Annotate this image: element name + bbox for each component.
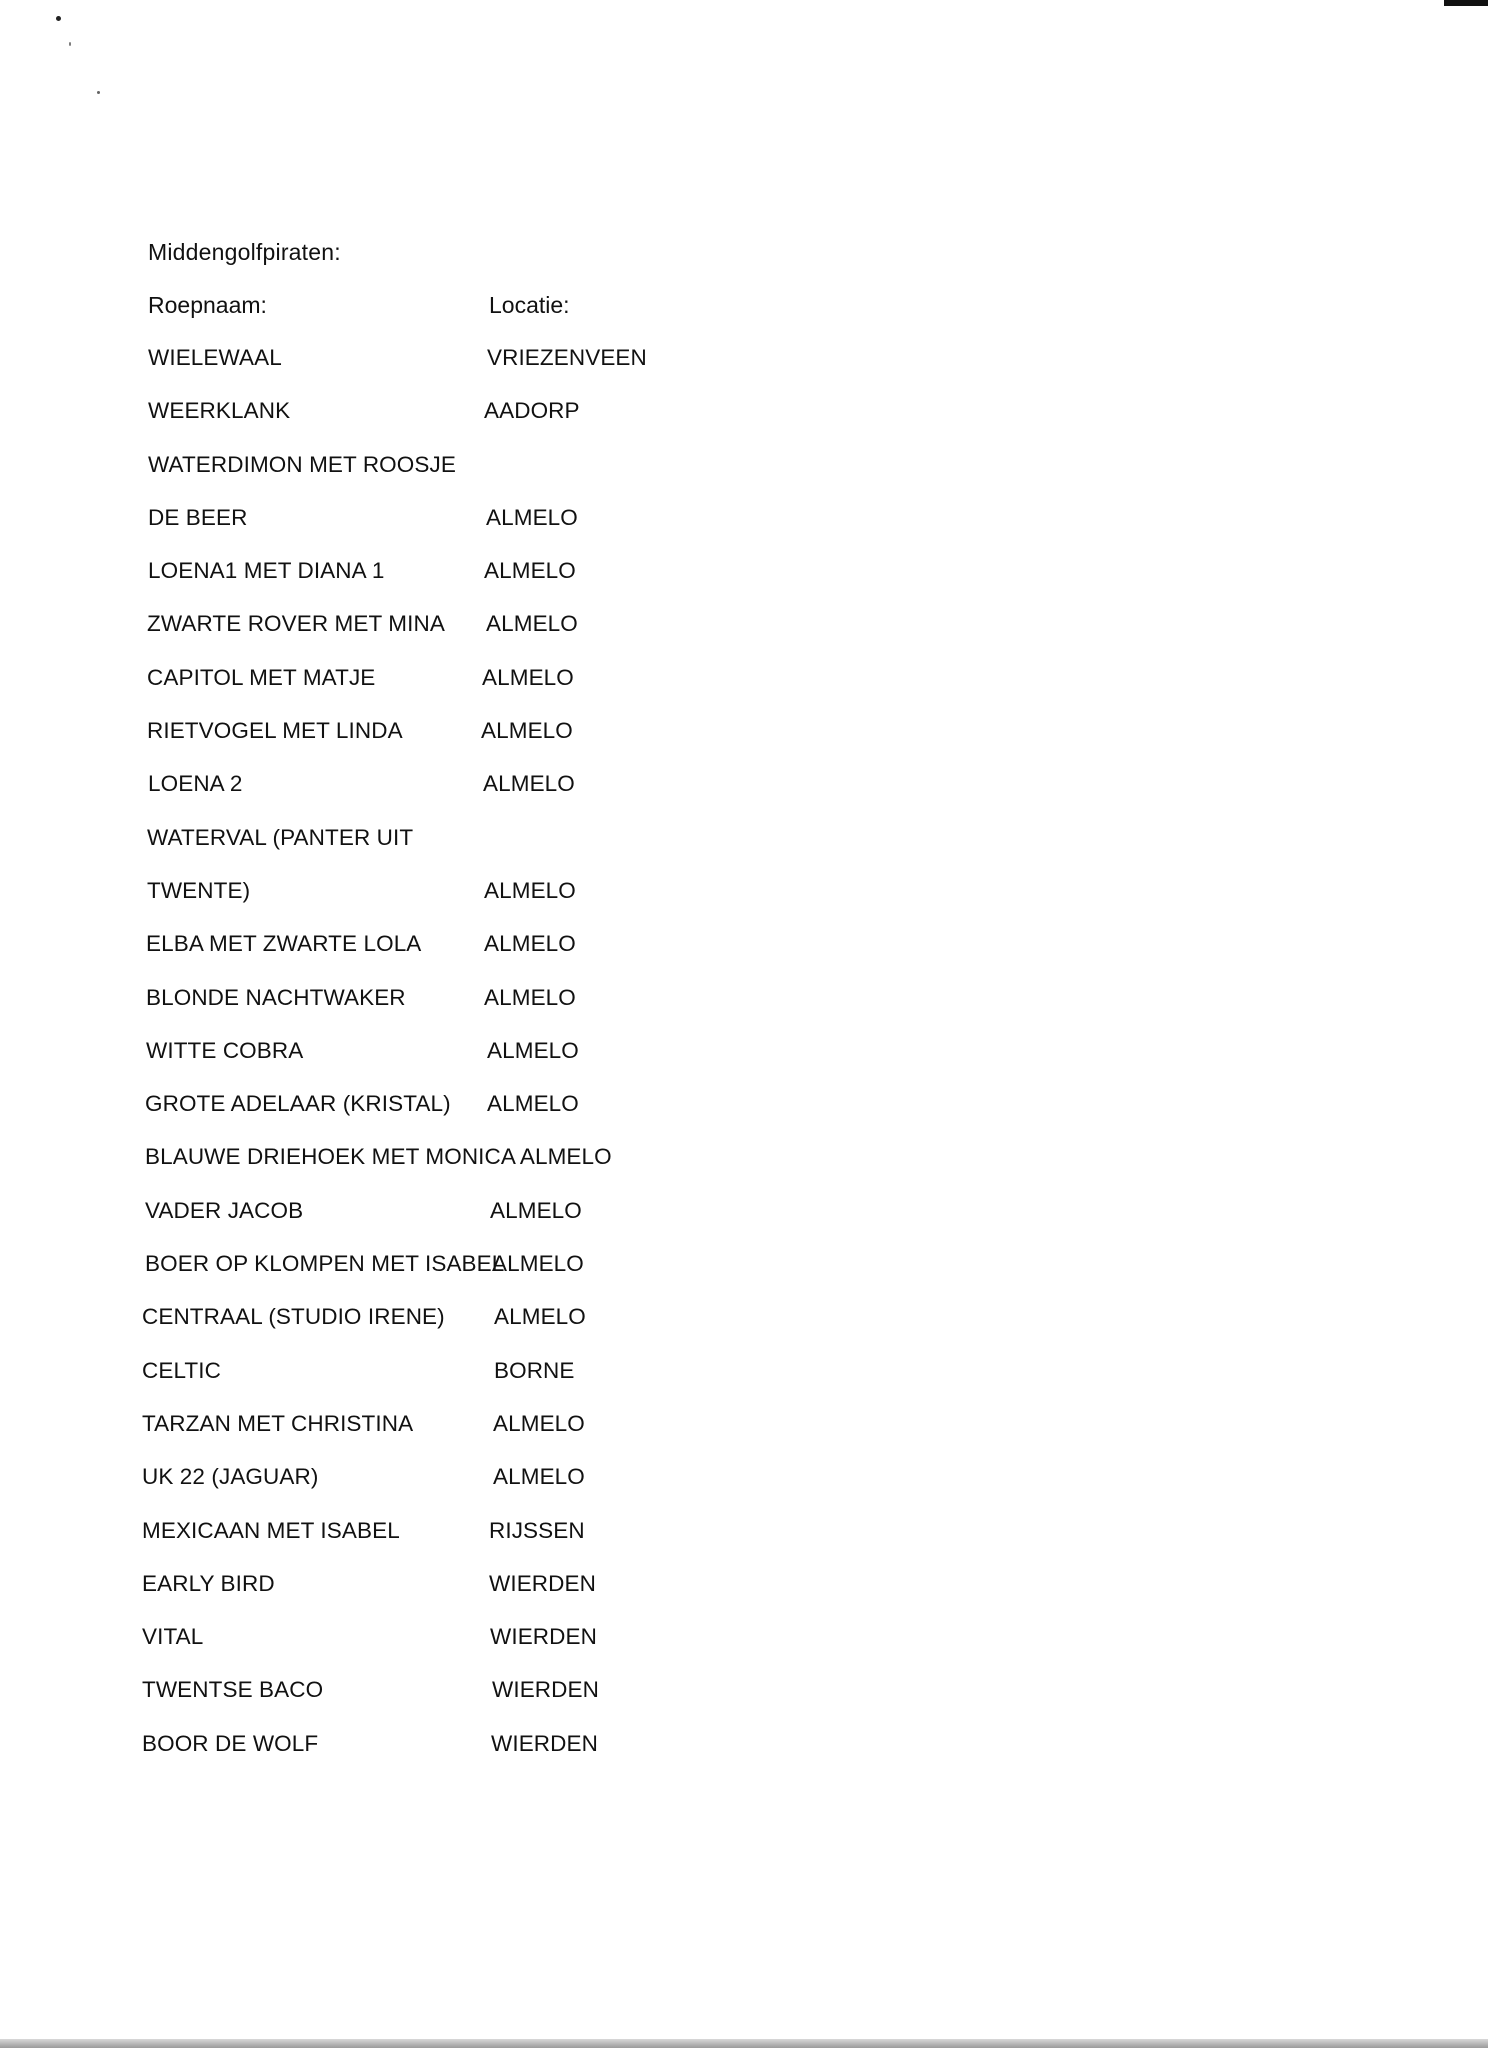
station-name: ELBA MET ZWARTE LOLA	[146, 931, 422, 957]
station-list	[0, 345, 1488, 1784]
station-name: WIELEWAAL	[148, 345, 282, 370]
station-name: BOOR DE WOLF	[142, 1730, 319, 1756]
station-name: TWENTSE BACO	[142, 1677, 324, 1703]
scan-speck	[56, 16, 61, 21]
station-location: BORNE	[494, 1357, 575, 1383]
list-item	[0, 771, 1488, 824]
table-header	[0, 292, 1488, 326]
station-name: LOENA 2	[148, 771, 243, 797]
station-location: ALMELO	[484, 558, 576, 584]
list-item	[0, 1251, 1488, 1304]
station-name: VITAL	[142, 1624, 204, 1650]
station-name: GROTE ADELAAR (KRISTAL)	[145, 1091, 451, 1117]
station-name: BOER OP KLOMPEN MET ISABEL	[145, 1251, 505, 1277]
list-item	[0, 718, 1488, 771]
station-name: MEXICAAN MET ISABEL	[142, 1517, 400, 1543]
column-header-location: Locatie:	[489, 292, 570, 318]
station-name: BLAUWE DRIEHOEK MET MONICA ALMELO	[145, 1144, 612, 1170]
station-location: WIERDEN	[490, 1624, 597, 1650]
list-item	[0, 1091, 1488, 1144]
station-name: WATERDIMON MET ROOSJE	[148, 451, 456, 477]
list-item	[0, 665, 1488, 718]
station-location: ALMELO	[486, 504, 578, 530]
station-location: ALMELO	[484, 984, 576, 1010]
list-item	[0, 1731, 1488, 1784]
station-name: EARLY BIRD	[142, 1570, 275, 1596]
list-item	[0, 1518, 1488, 1571]
station-location: ALMELO	[481, 718, 573, 744]
list-item	[0, 452, 1488, 505]
list-item	[0, 558, 1488, 611]
page-title: Middengolfpiraten:	[148, 239, 341, 265]
list-item	[0, 985, 1488, 1038]
station-location: ALMELO	[482, 664, 574, 690]
list-item	[0, 398, 1488, 451]
list-item	[0, 1144, 1488, 1197]
station-name: BLONDE NACHTWAKER	[146, 984, 406, 1010]
list-item	[0, 505, 1488, 558]
list-item	[0, 611, 1488, 664]
list-item	[0, 1677, 1488, 1730]
station-location: ALMELO	[486, 611, 578, 637]
station-name: WATERVAL (PANTER UIT	[147, 824, 414, 850]
station-location: AADORP	[484, 398, 580, 424]
station-location: ALMELO	[490, 1197, 582, 1223]
list-item	[0, 931, 1488, 984]
station-location: ALMELO	[484, 877, 576, 903]
station-location: ALMELO	[493, 1410, 585, 1436]
station-name: VADER JACOB	[145, 1197, 304, 1223]
scan-bottom-edge	[0, 2039, 1488, 2048]
station-name: UK 22 (JAGUAR)	[142, 1464, 319, 1490]
column-header-name: Roepnaam:	[148, 292, 267, 318]
list-item	[0, 1198, 1488, 1251]
station-location: WIERDEN	[492, 1677, 599, 1703]
list-item	[0, 878, 1488, 931]
station-location: WIERDEN	[491, 1730, 598, 1756]
list-item	[0, 1571, 1488, 1624]
station-location: ALMELO	[483, 771, 575, 797]
station-location: ALMELO	[484, 931, 576, 957]
station-name: ZWARTE ROVER MET MINA	[147, 611, 445, 637]
station-location: VRIEZENVEEN	[487, 345, 647, 370]
list-item	[0, 825, 1488, 878]
station-name: LOENA1 MET DIANA 1	[148, 558, 385, 584]
scan-edge-mark	[1444, 0, 1488, 6]
scan-speck	[97, 91, 100, 94]
station-name: TARZAN MET CHRISTINA	[142, 1410, 414, 1436]
list-item	[0, 1624, 1488, 1677]
list-item	[0, 1358, 1488, 1411]
station-location: ALMELO	[494, 1304, 586, 1330]
list-item	[0, 345, 1488, 398]
station-name: RIETVOGEL MET LINDA	[147, 718, 403, 744]
station-name: TWENTE)	[147, 877, 251, 903]
station-name: CENTRAAL (STUDIO IRENE)	[142, 1304, 445, 1330]
station-location: ALMELO	[493, 1464, 585, 1490]
list-item	[0, 1038, 1488, 1091]
station-name: CELTIC	[142, 1357, 221, 1383]
station-name: WEERKLANK	[148, 398, 291, 424]
station-location: ALMELO	[492, 1251, 584, 1277]
station-location: WIERDEN	[489, 1570, 596, 1596]
list-item	[0, 1464, 1488, 1517]
station-location: ALMELO	[487, 1091, 579, 1117]
list-item	[0, 1411, 1488, 1464]
list-item	[0, 1304, 1488, 1357]
station-name: CAPITOL MET MATJE	[147, 664, 376, 690]
scan-speck	[69, 42, 71, 46]
station-location: ALMELO	[487, 1037, 579, 1063]
station-name: WITTE COBRA	[146, 1037, 304, 1063]
station-location: RIJSSEN	[489, 1517, 585, 1543]
station-name: DE BEER	[148, 504, 248, 530]
